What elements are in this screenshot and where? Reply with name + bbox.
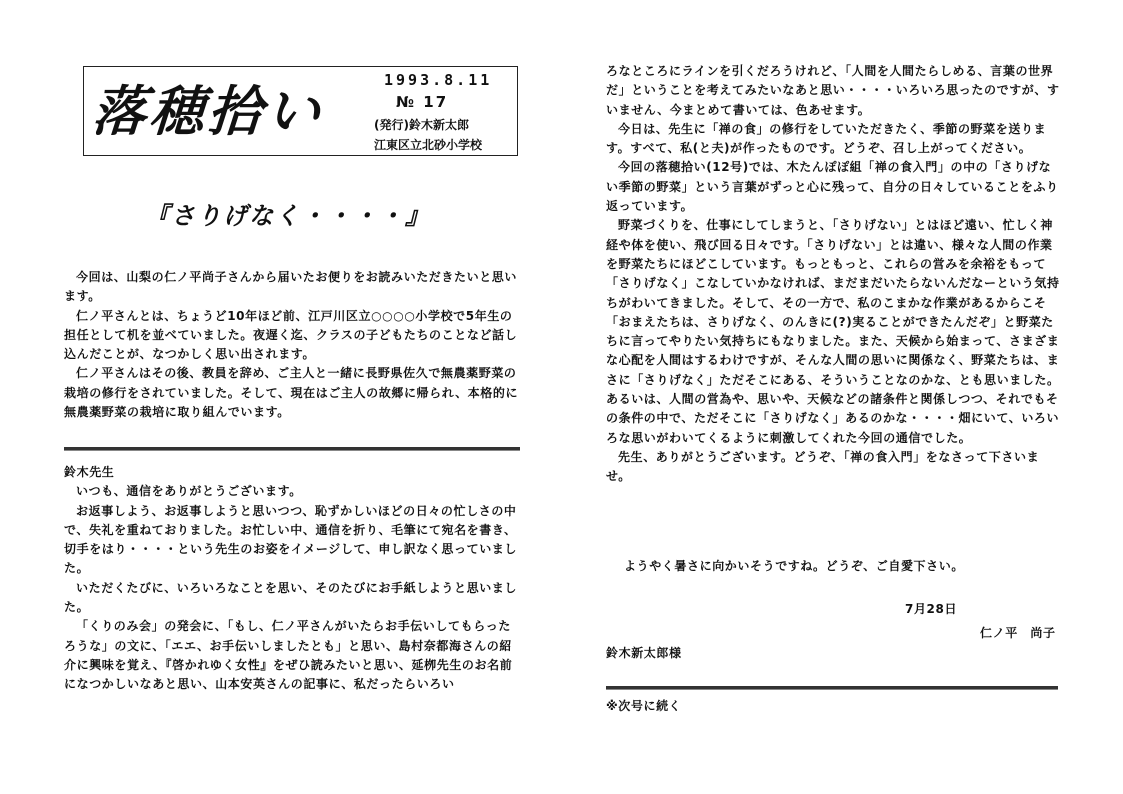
letter-author: 仁ノ平 尚子 xyxy=(980,626,1056,640)
publisher: (発行)鈴木新太郎 xyxy=(374,118,469,132)
issue-date: 1993.8.11 xyxy=(384,71,493,89)
intro-paragraph: 今回は、山梨の仁ノ平尚子さんから届いたお便りをお読みいただきたいと思います。 xyxy=(64,270,518,304)
letter-paragraph: 「くりのみ会」の発会に、「もし、仁ノ平さんがいたらお手伝いしてもらったろうな」の文に、「エエ、お手伝いしましたとも」と思い、島村奈都海さんの紹介に興味を覚え、『啓かれゆく女性』をぜひ読みたいと思い、延栁先生のお名前になつかしいなあと思い、山本安英さんの記事に、私だったらいろい xyxy=(64,619,513,692)
letter-date: 7月28日 xyxy=(905,602,958,616)
intro-text xyxy=(64,268,520,422)
letter-paragraph: いつも、通信をありがとうございます。 xyxy=(76,484,302,499)
letter-body-right xyxy=(606,62,1060,487)
article-headline: 『さりげなく・・・・』 xyxy=(145,201,431,230)
letter-paragraph: 野菜づくりを、仕事にしてしまうと、「さりげない」とはほど遠い、忙しく神経や体を使い、飛び回る日々です。「さりげない」とは違い、様々な人間の作業を野菜たちにほどこしています。もっともっと、これらの営みを余裕をもって「さりげなく」こなしていかなければ、まだまだいたらないんだなーという気持ちがわいてきました。そして、その一方で、私のこまかな作業があるからこそ「おまえたちは、さりげなく、のんきに(?)実ることができたんだぞ」と野菜たちに言ってやりたい気持ちにもなりました。また、天候から始まって、さまざまな心配を人間はするわけですが、そんな人間の思いに関係なく、野菜たちは、まさに「さりげなく」ただそこにある、そういうことなのかな、とも思いました。あるいは、人間の営為や、思いや、天候などの諸条件と関係しつつ、それでもその条件の中で、ただそこに「さりげなく」あるのかな・・・・畑にいて、いろいろな思いがわいてくるように刺激してくれた今回の通信でした。 xyxy=(606,218,1060,445)
letter-salutation: 鈴木先生 xyxy=(64,465,115,479)
letter-paragraph: 今日は、先生に「禅の食」の修行をしていただきたく、季節の野菜を送ります。すべて、私(と夫)が作ったものです。どうぞ、召し上がってください。 xyxy=(606,121,1047,156)
letter-body-left xyxy=(64,463,520,695)
section-divider xyxy=(64,447,520,451)
newsletter-title: 落穂拾い xyxy=(89,79,327,143)
letter-addressee: 鈴木新太郎様 xyxy=(606,646,682,660)
letter-paragraph: 先生、ありがとうございます。どうぞ、「禅の食入門」をなさって下さいませ。 xyxy=(606,449,1040,484)
masthead xyxy=(83,66,518,156)
intro-paragraph: 仁ノ平さんとは、ちょうど10年ほど前、江戸川区立○○○○小学校で5年生の担任として机を並べていました。夜遅く迄、クラスの子どもたちのことなど話し込んだことが、なつかしく思い出されます。 xyxy=(64,308,518,362)
section-divider xyxy=(606,686,1058,690)
letter-paragraph: ろなところにラインを引くだろうけれど、「人間を人間たらしめる、言葉の世界だ」ということを考えてみたいなあと思い・・・・いろいろ思ったのですが、すいません、今まとめて書いては、色あせます。 xyxy=(606,64,1060,117)
intro-paragraph: 仁ノ平さんはその後、教員を辞め、ご主人と一緒に長野県佐久で無農薬野菜の栽培の修行をされていました。そして、現在はご主人の故郷に帰られ、本格的に無農薬野菜の栽培に取り組んでいます。 xyxy=(64,366,519,420)
letter-paragraph: お返事しよう、お返事しようと思いつつ、恥ずかしいほどの日々の忙しさの中で、失礼を重ねておりました。お忙しい中、通信を折り、毛筆にて宛名を書き、切手をはり・・・・という先生のお姿をイメージして、申し訳なく思っていました。 xyxy=(64,503,518,576)
continued-note: ※次号に続く xyxy=(606,699,682,713)
issue-number: № 17 xyxy=(396,93,449,111)
letter-paragraph: 今回の落穂拾い(12号)では、木たんぽぽ組「禅の食入門」の中の「さりげない季節の野菜」という言葉がずっと心に残って、自分の日々していることをふり返っています。 xyxy=(606,160,1059,214)
letter-paragraph: いただくたびに、いろいろなことを思い、そのたびにお手紙しようと思いました。 xyxy=(64,580,518,615)
school-name: 江東区立北砂小学校 xyxy=(374,138,483,152)
letter-closing: ようやく暑さに向かいそうですね。どうぞ、ご自愛下さい。 xyxy=(624,559,964,573)
